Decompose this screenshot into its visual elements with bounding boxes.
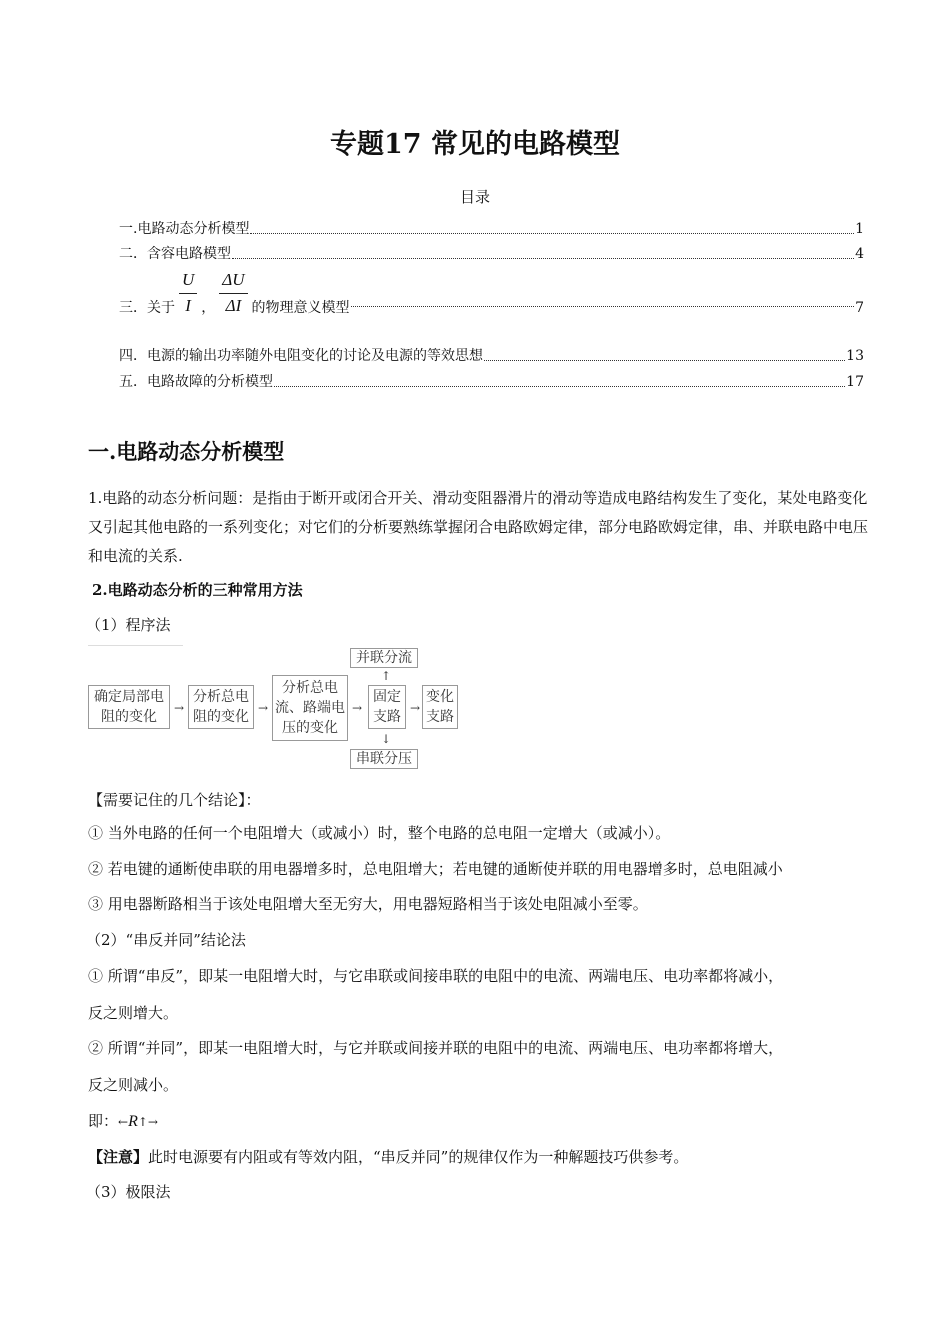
note-line xyxy=(88,1146,688,1167)
toc-leader xyxy=(484,360,845,361)
arrow-right-icon: → xyxy=(410,701,421,715)
toc-item-label: 四．电源的输出功率随外电阻变化的讨论及电源的等效思想 xyxy=(119,348,483,364)
fraction-numerator: U xyxy=(179,271,197,294)
paragraph-definition: 1.电路的动态分析问题：是指由于断开或闭合开关、滑动变阻器滑片的滑动等造成电路结构发生了变化，某处电路变化又引起其他电路的一系列变化；对它们的分析要熟练掌握闭合电路欧姆定律，部分电路欧姆定律，串、并联电路中电压和电流的关系. xyxy=(88,489,869,565)
formula-r: R xyxy=(128,1113,138,1130)
arrow-left-icon: ← xyxy=(118,1115,129,1129)
arrow-down-icon: ↓ xyxy=(381,732,392,746)
divider xyxy=(88,645,183,646)
formula-line xyxy=(88,1110,158,1131)
toc-item-sep: ， xyxy=(201,300,216,316)
page-title: 专题17 常见的电路模型 xyxy=(330,129,620,160)
toc-leader xyxy=(274,386,845,387)
toc-item-page: 4 xyxy=(855,246,864,262)
flow-box-total-current: 分析总电流、路端电压的变化 xyxy=(272,675,348,741)
flow-box-variable-branch: 变化支路 xyxy=(422,685,458,729)
toc-item[interactable] xyxy=(119,245,864,263)
conclusion-2: ② 若电键的通断使串联的用电器增多时，总电阻增大；若电键的通断使并联的用电器增多时，总电阻减小 xyxy=(88,860,783,878)
flow-box-parallel-split: 并联分流 xyxy=(350,648,418,668)
toc-item-label: 一.电路动态分析模型 xyxy=(119,221,250,237)
fraction-denominator: I xyxy=(185,296,191,315)
method-3-label: （3）极限法 xyxy=(86,1183,171,1201)
flow-box-local-resistance: 确定局部电阻的变化 xyxy=(88,685,170,729)
note-text: 此时电源要有内阻或有等效内阻，“串反并同”的规律仅作为一种解题技巧供参考。 xyxy=(148,1148,689,1166)
toc-item-page: 7 xyxy=(855,300,864,316)
flow-box-fixed-branch: 固定支路 xyxy=(368,685,406,729)
toc-item-label: 三．关于 xyxy=(119,300,175,316)
method-2-label: （2）“串反并同”结论法 xyxy=(86,931,246,949)
fraction-numerator: ΔU xyxy=(219,271,247,294)
method-1-label: （1）程序法 xyxy=(86,616,171,634)
toc-item[interactable] xyxy=(119,266,864,320)
toc-item[interactable] xyxy=(119,347,864,365)
rule-parallel-cont: 反之则减小。 xyxy=(88,1076,179,1094)
toc-item[interactable] xyxy=(119,373,864,391)
arrow-up-right-icon: ↑→ xyxy=(137,1115,158,1129)
rule-parallel: ② 所谓“并同”，即某一电阻增大时，与它并联或间接并联的电阻中的电流、两端电压、电功率都将增大， xyxy=(88,1039,784,1057)
flow-box-series-split: 串联分压 xyxy=(350,749,418,769)
arrow-right-icon: → xyxy=(352,701,363,715)
rule-series: ① 所谓“串反”，即某一电阻增大时，与它串联或间接串联的电阻中的电流、两端电压、电功率都将减小， xyxy=(88,967,784,985)
note-label: 【注意】 xyxy=(88,1148,149,1166)
toc-item-label-suffix: 的物理意义模型 xyxy=(251,300,350,316)
rule-series-cont: 反之则增大。 xyxy=(88,1004,179,1022)
formula-prefix: 即： xyxy=(88,1112,119,1130)
toc-item-label: 二．含容电路模型 xyxy=(119,246,231,262)
toc-item-page: 1 xyxy=(855,221,864,237)
conclusion-1: ① 当外电路的任何一个电阻增大（或减小）时，整个电路的总电阻一定增大（或减小）。 xyxy=(88,824,671,842)
toc-leader xyxy=(250,233,854,234)
section-heading: 一.电路动态分析模型 xyxy=(88,439,285,464)
toc-leader xyxy=(351,306,855,307)
fraction-du-over-di xyxy=(219,271,247,315)
arrow-right-icon: → xyxy=(174,701,185,715)
arrow-right-icon: → xyxy=(258,701,269,715)
toc-heading: 目录 xyxy=(459,188,490,206)
toc-item-page: 13 xyxy=(846,348,864,364)
conclusions-heading: 【需要记住的几个结论】： xyxy=(88,791,261,809)
conclusion-3: ③ 用电器断路相当于该处电阻增大至无穷大，用电器短路相当于该处电阻减小至零。 xyxy=(88,895,648,913)
toc-leader xyxy=(232,258,854,259)
fraction-u-over-i xyxy=(179,271,197,315)
flow-diagram xyxy=(88,645,468,775)
arrow-up-icon: ↑ xyxy=(381,669,392,683)
fraction-denominator: ΔI xyxy=(225,296,242,315)
flow-box-total-resistance: 分析总电阻的变化 xyxy=(188,685,254,729)
toc-item-page: 17 xyxy=(846,374,864,390)
toc-item[interactable] xyxy=(119,220,864,238)
toc-item-label: 五．电路故障的分析模型 xyxy=(119,374,273,390)
subheading-methods: 2.电路动态分析的三种常用方法 xyxy=(92,581,303,599)
